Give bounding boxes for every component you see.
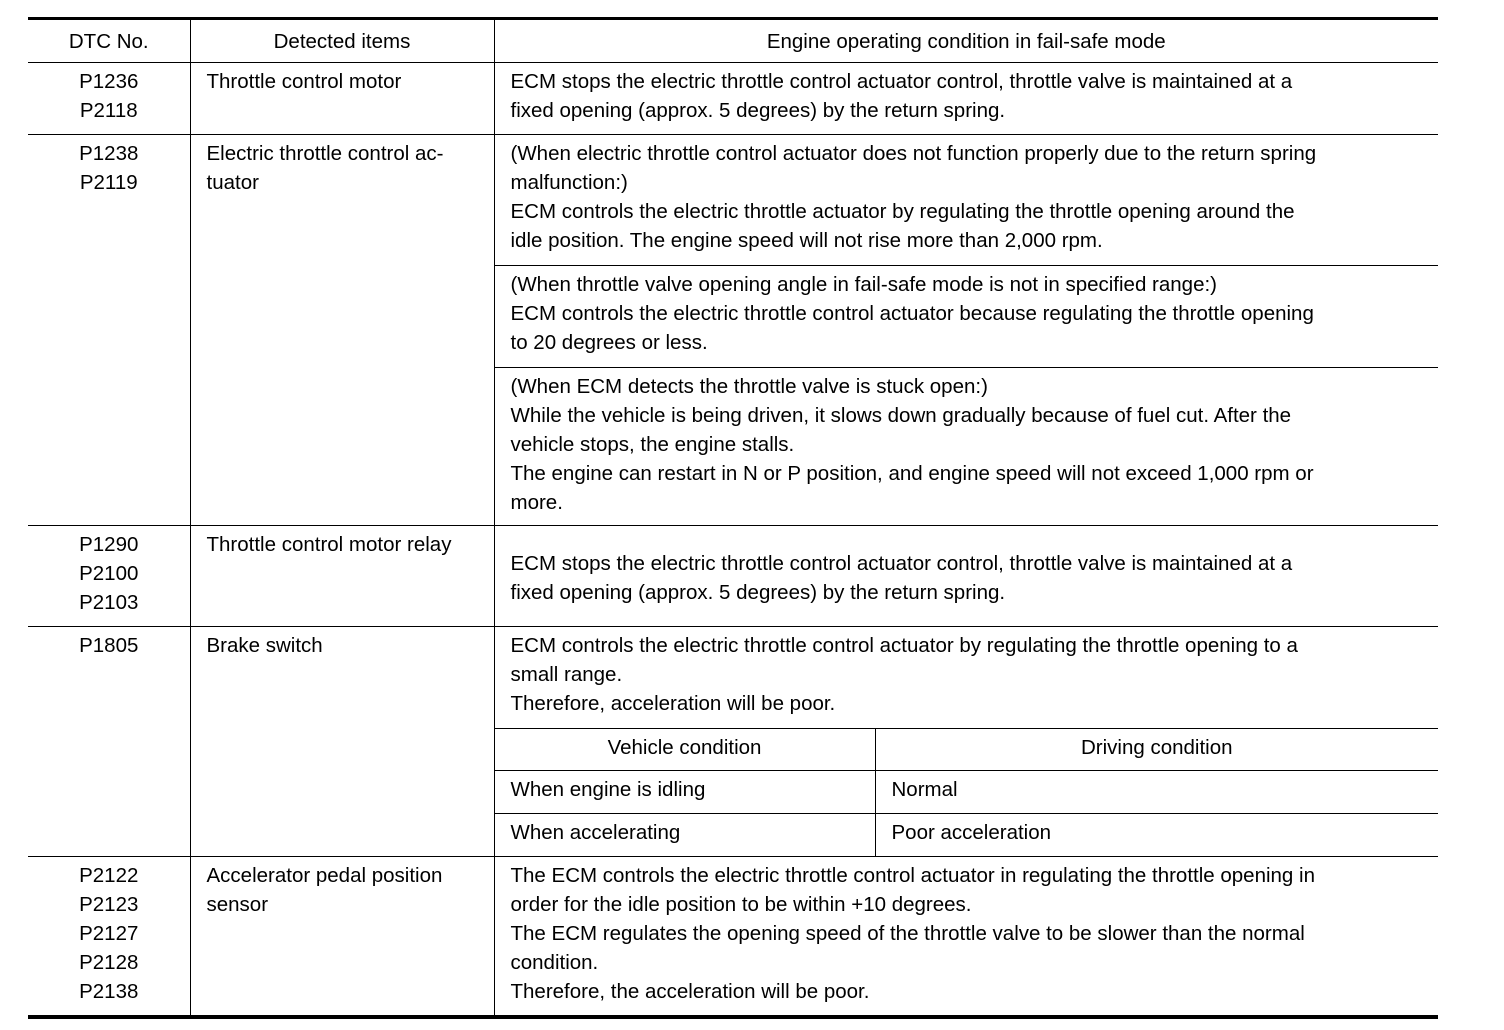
text-line: P2128 [79,951,139,974]
condition-cell [494,63,1438,135]
text-line: Throttle control motor [206,70,402,93]
dtc-cell [28,63,190,135]
dtc-cell [28,526,190,627]
text-line: P2118 [79,99,138,122]
text-line: more. [510,491,563,514]
text-line: Brake switch [206,634,323,657]
dtc-cell [28,857,190,1017]
text-line: (When electric throttle control actuator does not function properly due to the return spring [510,142,1317,165]
text-line: While the vehicle is being driven, it slows down gradually because of fuel cut. After the [510,404,1292,427]
text-line: condition. [510,951,599,974]
dtc-cell [28,135,190,526]
text-line: P2100 [79,562,139,585]
condition-cell [494,526,1438,627]
text-line: malfunction:) [510,171,628,194]
text-line: P2123 [79,893,139,916]
condition-cell [494,368,1438,526]
text-line: order for the idle position to be within +10 degrees. [510,893,972,916]
header-detected-items: Detected items [190,19,494,63]
text-line: fixed opening (approx. 5 degrees) by the return spring. [510,581,1006,604]
text-line: fixed opening (approx. 5 degrees) by the return spring. [510,99,1006,122]
text-line: P1238 [79,142,139,165]
text-line: Electric throttle control ac- [206,142,444,165]
subtable-vehicle-cell: When accelerating [494,814,875,857]
text-line: P2122 [79,864,139,887]
text-line: P2138 [79,980,139,1003]
text-line: ECM controls the electric throttle control actuator because regulating the throttle opening [510,302,1314,325]
item-cell [190,63,494,135]
text-line: P2119 [79,171,138,194]
text-line: ECM controls the electric throttle control actuator by regulating the throttle opening to a [510,634,1298,657]
text-line: P1290 [79,533,139,556]
text-line: ECM controls the electric throttle actuator by regulating the throttle opening around the [510,200,1295,223]
text-line: sensor [206,893,269,916]
text-line: tuator [206,171,259,194]
text-line: Throttle control motor relay [206,533,452,556]
text-line: The ECM regulates the opening speed of the throttle valve to be slower than the normal [510,922,1305,945]
header-row [28,19,1438,63]
condition-cell [494,135,1438,266]
text-line: P1805 [79,634,139,657]
condition-cell [494,266,1438,368]
text-line: vehicle stops, the engine stalls. [510,433,795,456]
subtable-vehicle-cell: When engine is idling [494,771,875,814]
subtable-header-vehicle: Vehicle condition [494,729,875,771]
text-line: (When ECM detects the throttle valve is stuck open:) [510,375,988,398]
header-dtc: DTC No. [28,19,190,63]
table-row [28,135,1438,266]
text-line: ECM stops the electric throttle control actuator control, throttle valve is maintained at a [510,70,1293,93]
text-line: (When throttle valve opening angle in fail-safe mode is not in specified range:) [510,273,1218,296]
text-line: idle position. The engine speed will not rise more than 2,000 rpm. [510,229,1103,252]
text-line: to 20 degrees or less. [510,331,708,354]
text-line: P2127 [79,922,139,945]
condition-cell [494,627,1438,729]
dtc-cell [28,627,190,857]
text-line: Therefore, acceleration will be poor. [510,692,836,715]
table-row [28,63,1438,135]
text-line: The ECM controls the electric throttle control actuator in regulating the throttle opening in [510,864,1315,887]
item-cell [190,627,494,857]
table-row [28,857,1438,1017]
header-condition: Engine operating condition in fail-safe mode [494,19,1438,63]
text-line: small range. [510,663,623,686]
text-line: Therefore, the acceleration will be poor. [510,980,870,1003]
subtable-driving-cell: Normal [875,771,1438,814]
table-row [28,627,1438,729]
text-line: P2103 [79,591,139,614]
text-line: P1236 [79,70,139,93]
subtable-header-driving: Driving condition [875,729,1438,771]
subtable-driving-cell: Poor acceleration [875,814,1438,857]
text-line: Accelerator pedal position [206,864,443,887]
condition-cell [494,857,1438,1017]
fail-safe-table [28,17,1438,1019]
item-cell [190,526,494,627]
item-cell [190,135,494,526]
table-row [28,526,1438,627]
text-line: ECM stops the electric throttle control actuator control, throttle valve is maintained at a [510,552,1293,575]
text-line: The engine can restart in N or P position, and engine speed will not exceed 1,000 rpm or [510,462,1314,485]
item-cell [190,857,494,1017]
